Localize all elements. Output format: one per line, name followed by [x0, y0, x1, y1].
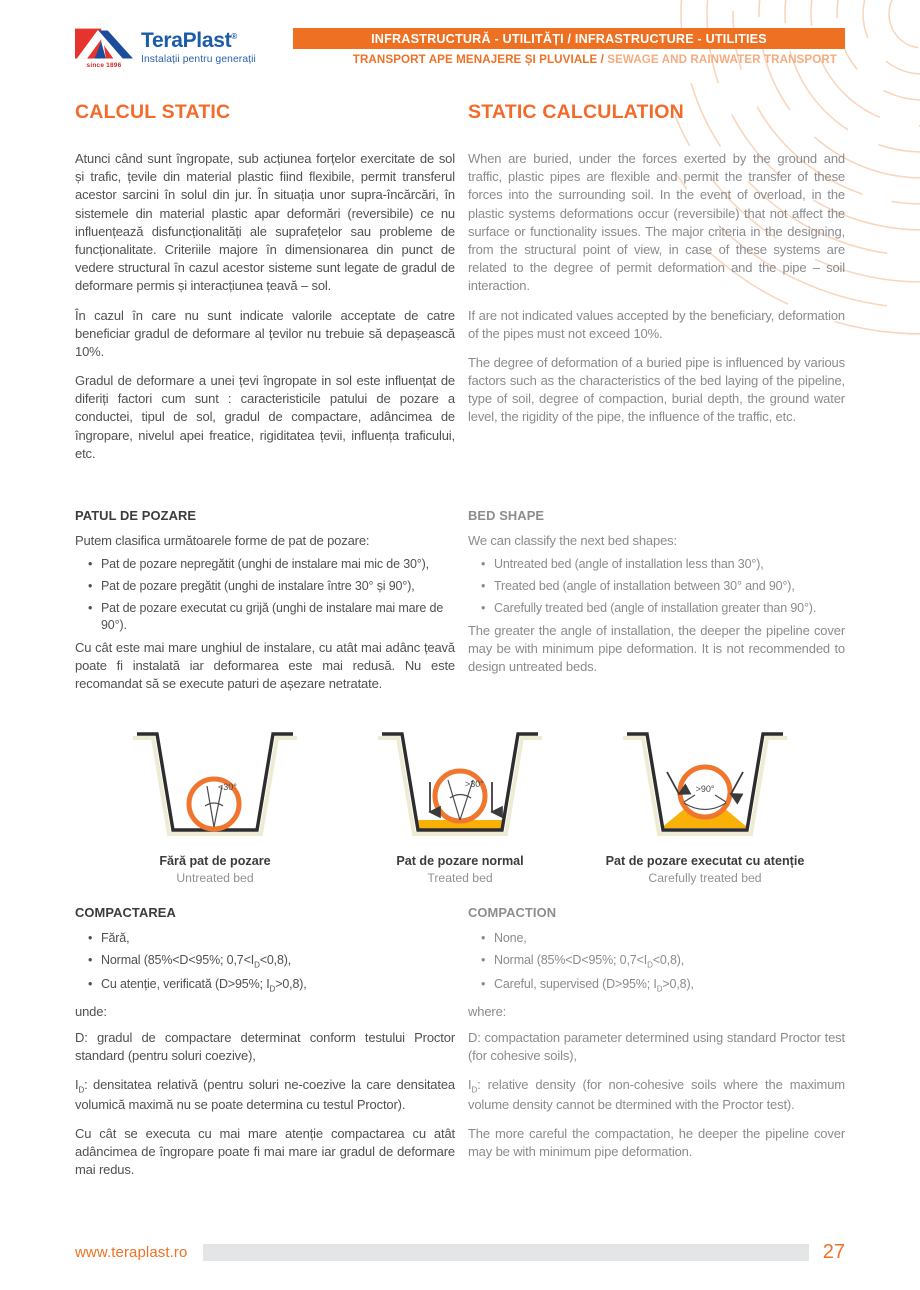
- bed-heading-ro: PATUL DE POZARE: [75, 508, 197, 523]
- figure-caption-ro: Pat de pozare executat cu atenție: [605, 854, 805, 869]
- bed-bullet-en: [468, 556, 845, 573]
- bullet-dot: •: [88, 600, 93, 615]
- intro-en-column: [468, 150, 845, 474]
- bed-intro-en: We can classify the next bed shapes:: [468, 533, 677, 548]
- bullet-text: [494, 952, 845, 971]
- formula-pre: I: [75, 1076, 79, 1092]
- id-definition-ro: [75, 1076, 455, 1114]
- header-right-block: [293, 28, 845, 66]
- untreated-bed-diagram: [115, 726, 315, 844]
- bullet-text: [101, 952, 455, 971]
- formula-subscript: D: [269, 984, 276, 994]
- intro-columns: [75, 150, 845, 474]
- formula-post: : relative density (for non-cohesive soils where the maximum volume density cannot be dtermined with the Proctor test).: [468, 1076, 845, 1112]
- bullet-text: Pat de pozare executat cu grijă (unghi de instalare mai mare de 90°).: [101, 600, 444, 632]
- bed-intro-ro: Putem clasifica următoarele forme de pat de pozare:: [75, 533, 370, 548]
- page-footer: [75, 1241, 845, 1264]
- title-en: STATIC CALCULATION: [468, 101, 684, 123]
- bullet-text: Fără,: [101, 931, 130, 946]
- bed-diagrams-row: [75, 726, 845, 885]
- angle-label: <30°: [218, 782, 237, 793]
- formula-subscript: D: [656, 984, 663, 994]
- angle-label: >30°: [465, 779, 484, 790]
- where-label-ro: unde:: [75, 1003, 107, 1019]
- logo-text-block: [141, 30, 256, 65]
- formula-subscript: D: [78, 1085, 85, 1095]
- intro-en-paragraph: When are buried, under the forces exerted by the ground and traffic, plastic pipes are flexible and permit the transfer of these forces into the surrounding soil. In the event of overload, in the plastic systems deformations occur (reversibile) that not affect the surface or functionality issues. The major criteria in the designing, from the structural point of view, in case of these systems are related to the degree of permit deformation and the pipe – soil interaction.: [468, 151, 845, 294]
- bullet-dot: •: [88, 977, 93, 992]
- compaction-bullet-ro: [75, 952, 455, 971]
- formula-subscript: D: [254, 960, 260, 970]
- treated-bed-figure: [355, 726, 565, 885]
- logo-since-text: since 1896: [86, 62, 122, 69]
- bullet-dot: •: [481, 977, 486, 992]
- subtitle-en: SEWAGE AND RAINWATER TRANSPORT: [607, 53, 837, 66]
- bed-bullet-ro: [75, 600, 455, 634]
- bullet-text: Carefully treated bed (angle of installation greater than 90°).: [494, 600, 817, 615]
- compaction-columns: [75, 905, 845, 1190]
- compaction-heading-en: COMPACTION: [468, 905, 557, 921]
- figure-caption-en: Carefully treated bed: [648, 871, 762, 886]
- figure-caption-ro: Pat de pozare normal: [396, 854, 524, 869]
- section-titles-row: [75, 101, 845, 124]
- compaction-bullet-ro: [75, 930, 455, 947]
- brand-tagline: Instalații pentru generații: [141, 54, 256, 65]
- title-ro: CALCUL STATIC: [75, 101, 231, 123]
- bed-en-column: [468, 508, 845, 704]
- intro-ro-paragraph: Atunci când sunt îngropate, sub acțiunea forțelor exercitate de sol și trafic, țevile din material plastic fiind flexibile, permit transferul acestor sarcini în solul din jur. În situația unor supra-încărcări, în sistemele din material plastic apar deformări (reversibile) ce nu influențează disfuncționalități ale suprafețelor sau probleme de funcționalitate. Criteriile majore în dimensionarea din punct de vedere structural în cazul acestor sisteme sunt legate de gradul de deformare permis și interacțiunea țeavă – sol.: [75, 151, 455, 294]
- bed-outro-ro: Cu cât este mai mare unghiul de instalare, cu atât mai adânc țeavă poate fi instalată iar deformarea este mai redusă. Nu este recomandat să se execute paturi de așezare netratate.: [75, 639, 455, 691]
- carefully-treated-bed-diagram: [605, 726, 805, 844]
- angle-label: >90°: [695, 784, 715, 795]
- formula-pre: Careful, supervised (D>95%; I: [494, 977, 657, 992]
- bed-bullet-en: [468, 600, 845, 617]
- brand-word: TeraPlast: [141, 29, 232, 52]
- bed-heading-en: BED SHAPE: [468, 508, 545, 523]
- intro-ro-column: [75, 150, 455, 474]
- bullet-text: Treated bed (angle of installation between 30° and 90°),: [494, 578, 795, 593]
- category-banner: INFRASTRUCTURĂ - UTILITĂȚI / INFRASTRUCTURE - UTILITIES: [293, 28, 845, 49]
- where-label-en: where:: [468, 1003, 507, 1019]
- subtitle-ro: TRANSPORT APE MENAJERE ȘI PLUVIALE /: [352, 53, 608, 66]
- bullet-dot: •: [88, 931, 93, 946]
- bullet-text: Pat de pozare pregătit (unghi de instalare între 30° și 90°),: [101, 578, 415, 593]
- bullet-text: [101, 976, 455, 995]
- brand-name: [141, 30, 256, 51]
- bullet-dot: •: [481, 578, 486, 593]
- teraplast-logo: [75, 28, 256, 69]
- id-definition-en: [468, 1076, 845, 1114]
- bullet-text: Pat de pozare nepregătit (unghi de instalare mai mic de 30°),: [101, 557, 429, 571]
- compaction-bullet-en: [468, 976, 845, 995]
- formula-post: <0,8),: [259, 952, 292, 967]
- intro-ro-paragraph: Gradul de deformare a unei țevi îngropate in sol este influențat de diferiți factori cum sunt : caracteristicile patului de pozare a conductei, tipul de sol, gradul de compactare, adâncimea de îngropare, nivelul apei freatice, rigiditatea țevii, influența traficului, etc.: [75, 373, 455, 461]
- treated-bed-diagram: [360, 726, 560, 844]
- d-definition-ro: D: gradul de compactare determinat conform testului Proctor standard (pentru soluri coezive),: [75, 1029, 455, 1063]
- bullet-text: Untreated bed (angle of installation less than 30°),: [494, 557, 764, 571]
- formula-pre: Normal (85%<D<95%; 0,7<I: [101, 952, 255, 967]
- formula-subscript: D: [647, 960, 653, 970]
- formula-pre: Cu atenție, verificată (D>95%; I: [101, 977, 270, 992]
- formula-pre: Normal (85%<D<95%; 0,7<I: [494, 952, 648, 967]
- carefully-treated-bed-figure: [600, 726, 810, 885]
- bed-bullet-ro: [75, 578, 455, 595]
- bullet-text: None,: [494, 931, 527, 946]
- bed-bullet-ro: [75, 556, 455, 573]
- page-number: 27: [822, 1241, 845, 1263]
- page-header: [75, 0, 845, 69]
- bullet-dot: •: [481, 557, 486, 571]
- figure-caption-en: Treated bed: [427, 871, 493, 886]
- formula-post: >0,8),: [275, 977, 307, 992]
- compaction-en-column: [468, 905, 845, 1190]
- bullet-text: [494, 976, 845, 995]
- bullet-dot: •: [481, 931, 486, 946]
- compaction-outro-en: The more careful the compactation, he deeper the pipeline cover may be with minimum pipe deformation.: [468, 1125, 845, 1160]
- compaction-bullet-en: [468, 952, 845, 971]
- formula-post: >0,8),: [662, 977, 694, 992]
- d-definition-en: D: compactation parameter determined using standard Proctor test (for cohesive soils),: [468, 1029, 845, 1063]
- footer-divider-bar: [203, 1244, 808, 1261]
- figure-caption-en: Untreated bed: [176, 871, 254, 886]
- untreated-bed-figure: [110, 726, 320, 885]
- formula-pre: I: [468, 1076, 472, 1092]
- intro-ro-paragraph: În cazul în care nu sunt indicate valorile acceptate de catre beneficiar gradul de deformare al țevilor nu trebuie să depașească 10%.: [75, 307, 455, 359]
- registered-mark: ®: [231, 32, 237, 41]
- figure-caption-ro: Fără pat de pozare: [159, 854, 271, 869]
- compaction-ro-column: [75, 905, 455, 1190]
- intro-en-paragraph: The degree of deformation of a buried pipe is influenced by various factors such as the characteristics of the bed laying of the pipeline, type of soil, degree of compaction, burial depth, the ground water level, the rigidity of the pipe, the influence of the traffic, etc.: [468, 354, 845, 425]
- bed-ro-column: [75, 508, 455, 704]
- compaction-heading-ro: COMPACTAREA: [75, 905, 176, 921]
- bullet-dot: •: [481, 952, 486, 967]
- bullet-dot: •: [88, 557, 93, 571]
- bed-outro-en: The greater the angle of installation, the deeper the pipeline cover may be with minimum pipe deformation. It is not recommended to design untreated beds.: [468, 622, 845, 674]
- category-subtitle: [293, 53, 845, 66]
- bullet-dot: •: [88, 952, 93, 967]
- bed-shape-columns: [75, 508, 845, 704]
- formula-post: : densitatea relativă (pentru soluri ne-coezive la care densitatea volumică maximă nu se poate determina cu testul Proctor).: [75, 1076, 455, 1112]
- website-link[interactable]: www.teraplast.ro: [75, 1244, 188, 1261]
- intro-en-paragraph: If are not indicated values accepted by the beneficiary, deformation of the pipes must not exceed 10%.: [468, 307, 845, 341]
- bed-bullet-en: [468, 578, 845, 595]
- compaction-outro-ro: Cu cât se executa cu mai mare atenție compactarea cu atât adâncimea de îngropare poate fi mai mare iar gradul de deformare mai redus.: [75, 1125, 455, 1178]
- formula-subscript: D: [471, 1085, 478, 1095]
- compaction-bullet-ro: [75, 976, 455, 995]
- logo-mark-wrap: [75, 28, 133, 69]
- formula-post: <0,8),: [652, 952, 685, 967]
- teraplast-logo-icon: [75, 28, 133, 61]
- bullet-dot: •: [481, 600, 486, 615]
- compaction-bullet-en: [468, 930, 845, 947]
- bullet-dot: •: [88, 578, 93, 593]
